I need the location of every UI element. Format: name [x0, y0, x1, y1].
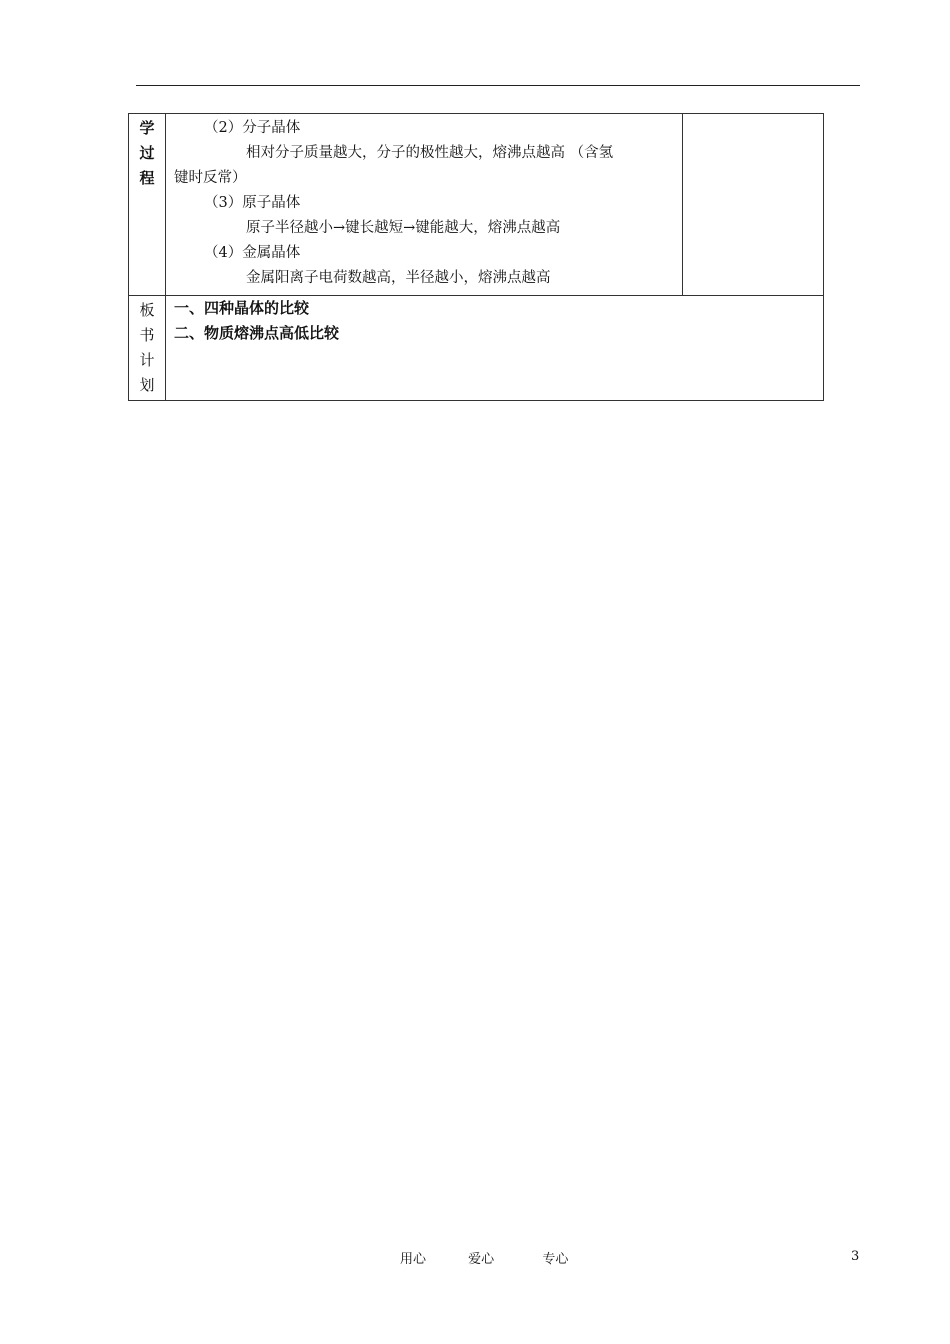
lesson-table — [128, 113, 824, 401]
header-rule — [136, 85, 860, 86]
footer-item: 专心 — [542, 1252, 569, 1267]
molecular-crystal-heading: （2）分子晶体 — [204, 120, 301, 136]
board-label: 板 书 计 划 — [129, 296, 166, 401]
atomic-crystal-heading: （3）原子晶体 — [204, 195, 301, 211]
metallic-crystal-heading: （4）金属晶体 — [204, 245, 301, 261]
molecular-crystal-rule-cont: 键时反常） — [174, 170, 247, 186]
process-content — [166, 114, 683, 296]
board-row — [129, 296, 824, 401]
molecular-crystal-rule: 相对分子质量越大，分子的极性越大，熔沸点越高 （含氢 — [246, 145, 614, 161]
board-item-2: 二、物质熔沸点高低比较 — [174, 324, 340, 342]
page-number: 3 — [851, 1249, 860, 1264]
metallic-crystal-rule: 金属阳离子电荷数越高，半径越小，熔沸点越高 — [246, 270, 551, 286]
process-label: 学 过 程 — [129, 114, 166, 296]
footer-item: 用心 — [400, 1252, 427, 1267]
atomic-crystal-rule: 原子半径越小→键长越短→键能越大，熔沸点越高 — [246, 220, 561, 236]
board-item-1: 一、四种晶体的比较 — [174, 299, 310, 317]
notes-cell — [683, 114, 824, 296]
footer-item: 爱心 — [468, 1252, 495, 1267]
footer-motto — [400, 1248, 568, 1267]
process-row — [129, 114, 824, 296]
board-content — [166, 296, 824, 401]
